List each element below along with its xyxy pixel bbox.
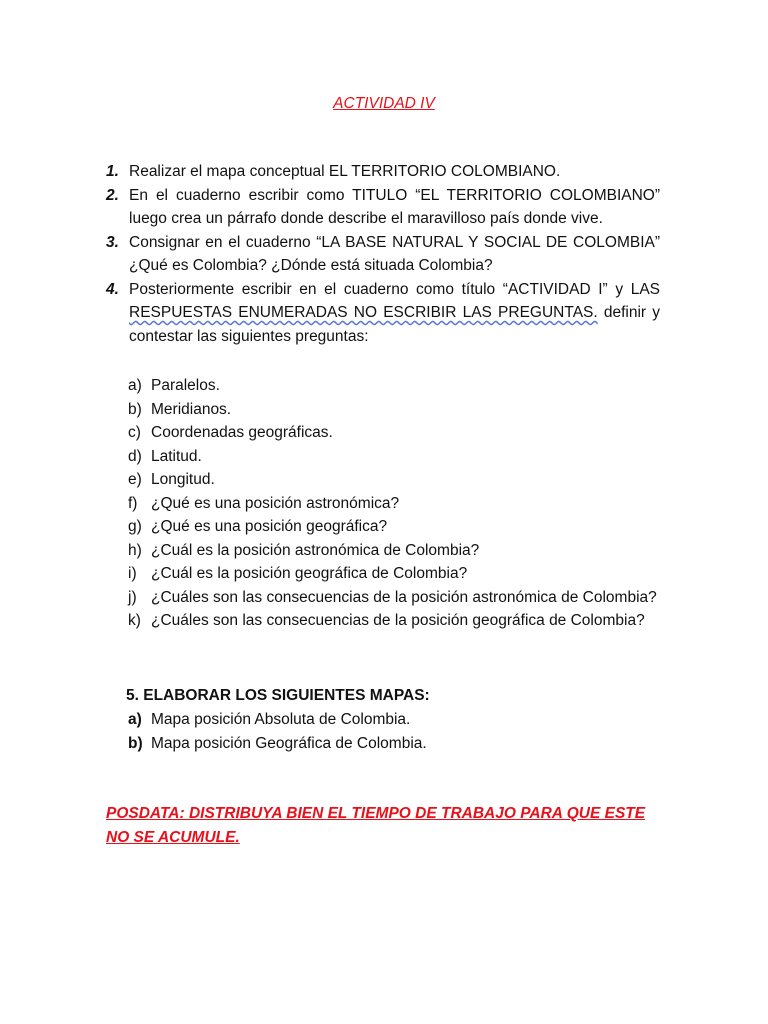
questions-list: [128, 374, 660, 633]
list-marker: h): [128, 541, 142, 559]
list-marker: 4.: [106, 280, 119, 298]
list-item: [128, 562, 660, 586]
list-item: [128, 515, 660, 539]
list-item-text: Meridianos.: [151, 400, 232, 418]
list-marker: j): [128, 588, 137, 606]
section-heading: 5. ELABORAR LOS SIGUIENTES MAPAS:: [126, 687, 430, 704]
text-segment: Posteriormente escribir en el cuaderno como título “ACTIVIDAD I” y LAS: [129, 280, 660, 298]
list-item: [128, 398, 660, 422]
list-marker: 1.: [106, 163, 119, 180]
list-item: [128, 539, 660, 563]
list-marker: d): [128, 447, 142, 465]
list-marker: k): [128, 612, 141, 629]
text-segment: definir y contestar las siguientes preguntas:: [129, 304, 660, 345]
document-title: ACTIVIDAD IV: [333, 95, 435, 112]
list-marker: b): [128, 734, 143, 752]
list-item-text: Realizar el mapa conceptual EL TERRITORIO COLOMBIANO.: [129, 163, 561, 180]
list-item-text: ¿Cuáles son las consecuencias de la posición astronómica de Colombia?: [151, 588, 657, 606]
list-marker: a): [128, 711, 142, 728]
list-item: [106, 160, 660, 184]
list-item-text: En el cuaderno escribir como TITULO “EL TERRITORIO COLOMBIANO” luego crea un párrafo donde describe el maravilloso país donde vive.: [129, 186, 660, 227]
list-marker: g): [128, 518, 142, 535]
list-item: [128, 374, 660, 398]
list-item: [128, 732, 660, 756]
list-marker: i): [128, 565, 137, 582]
list-marker: a): [128, 377, 142, 394]
list-item-text: Mapa posición Absoluta de Colombia.: [151, 711, 411, 728]
list-item: [106, 278, 660, 349]
list-item: [128, 468, 660, 492]
list-item: [128, 609, 660, 633]
spellcheck-underlined-text: RESPUESTAS ENUMERADAS NO ESCRIBIR LAS PREGUNTAS.: [129, 304, 598, 321]
list-item: [128, 421, 660, 445]
list-item-text: Latitud.: [151, 447, 202, 465]
list-item-text: Coordenadas geográficas.: [151, 424, 333, 441]
list-item: [106, 184, 660, 231]
numbered-list: [106, 160, 660, 348]
list-item-text: ¿Cuáles son las consecuencias de la posición geográfica de Colombia?: [151, 612, 645, 629]
list-item-text: Consignar en el cuaderno “LA BASE NATURAL Y SOCIAL DE COLOMBIA” ¿Qué es Colombia? ¿Dónde está situada Colombia?: [129, 233, 660, 274]
list-item: [128, 445, 660, 469]
list-item-text: Paralelos.: [151, 377, 220, 394]
list-item-text: ¿Qué es una posición geográfica?: [151, 518, 388, 535]
list-item-text: [129, 278, 660, 349]
list-marker: f): [128, 494, 138, 512]
postdata-note: POSDATA: DISTRIBUYA BIEN EL TIEMPO DE TRABAJO PARA QUE ESTE NO SE ACUMULE.: [106, 805, 646, 846]
list-marker: b): [128, 400, 142, 418]
list-item-text: ¿Cuál es la posición astronómica de Colombia?: [151, 541, 480, 559]
list-marker: e): [128, 471, 142, 488]
list-marker: 2.: [106, 186, 119, 204]
list-marker: 3.: [106, 233, 119, 251]
list-marker: c): [128, 424, 141, 441]
list-item-text: Longitud.: [151, 471, 215, 488]
list-item-text: ¿Cuál es la posición geográfica de Colombia?: [151, 565, 468, 582]
list-item: [128, 586, 660, 610]
list-item-text: Mapa posición Geográfica de Colombia.: [151, 734, 427, 752]
list-item-text: ¿Qué es una posición astronómica?: [151, 494, 400, 512]
maps-list: [128, 708, 660, 755]
list-item: [128, 492, 660, 516]
list-item: [128, 708, 660, 732]
list-item: [106, 231, 660, 278]
